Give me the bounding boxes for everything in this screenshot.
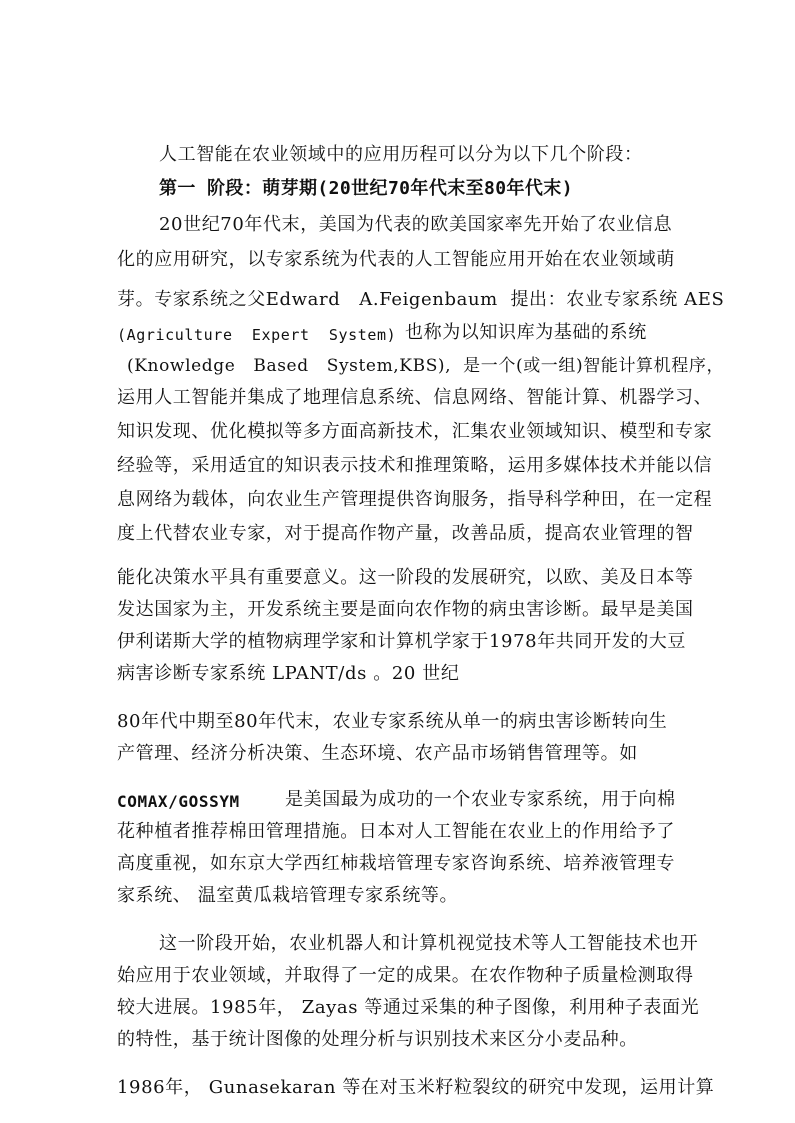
body-line: 花种植者推荐棉田管理措施。日本对人工智能在农业上的作用给予了 [117,821,675,842]
body-line: 这一阶段开始，农业机器人和计算机视觉技术等人工智能技术也开 [159,933,699,954]
body-line: 知识发现、优化模拟等多方面高新技术，汇集农业领域知识、模型和专家 [117,421,713,442]
body-line: 的特性，基于统计图像的处理分析与识别技术来区分小麦品种。 [117,1029,638,1050]
body-line: 发达国家为主，开发系统主要是面向农作物的病虫害诊断。最早是美国 [117,599,694,620]
body-line: 伊利诺斯大学的植物病理学家和计算机学家于1978年共同开发的大豆 [117,631,687,652]
body-line: (Agriculture Expert System) [117,326,397,344]
body-line: 1986年， Gunasekaran 等在对玉米籽粒裂纹的研究中发现，运用计算 [117,1077,715,1098]
stage1-heading: 第一 阶段：萌芽期(20世纪70年代末至80年代末) [159,178,573,199]
body-line: 20世纪70年代末，美国为代表的欧美国家率先开始了农业信息 [159,214,673,235]
body-line: 始应用于农业领域，并取得了一定的成果。在农作物种子质量检测取得 [117,965,694,986]
body-line: COMAX/GOSSYM [117,792,240,811]
body-line: 运用人工智能并集成了地理信息系统、信息网络、智能计算、机器学习、 [117,387,713,408]
body-line: 产管理、经济分析决策、生态环境、农产品市场销售管理等。如 [117,743,638,764]
body-line: 是美国最为成功的一个农业专家系统，用于向棉 [285,789,676,810]
body-line: 度上代替农业专家，对于提高作物产量，改善品质，提高农业管理的智 [117,523,694,544]
body-line: (Knowledge Based System,KBS), 是一个(或一组)智能计算机程序， [127,356,725,376]
body-line: 家系统、 温室黄瓜栽培管理专家系统等。 [117,885,459,906]
body-line: 化的应用研究，以专家系统为代表的人工智能应用开始在农业领域萌 [117,249,675,270]
body-line: 也称为以知识库为基础的系统 [405,322,647,343]
body-line: 80年代中期至80年代末，农业专家系统从单一的病虫害诊断转向生 [117,711,668,732]
body-line: 芽。专家系统之父Edward A.Feigenbaum 提出：农业专家系统 AES [117,289,725,310]
body-line: 息网络为载体，向农业生产管理提供咨询服务，指导科学种田，在一定程 [117,489,713,510]
body-line: 经验等，采用适宜的知识表示技术和推理策略，运用多媒体技术并能以信 [117,455,713,476]
intro-paragraph: 人工智能在农业领域中的应用历程可以分为以下几个阶段： [159,144,643,165]
body-line: 较大进展。1985年， Zayas 等通过采集的种子图像，利用种子表面光 [117,997,700,1018]
body-line: 病害诊断专家系统 LPANT/ds 。20 世纪 [117,663,460,684]
body-line: 能化决策水平具有重要意义。这一阶段的发展研究，以欧、美及日本等 [117,567,694,588]
body-line: 高度重视，如东京大学西红柿栽培管理专家咨询系统、培养液管理专 [117,853,675,874]
